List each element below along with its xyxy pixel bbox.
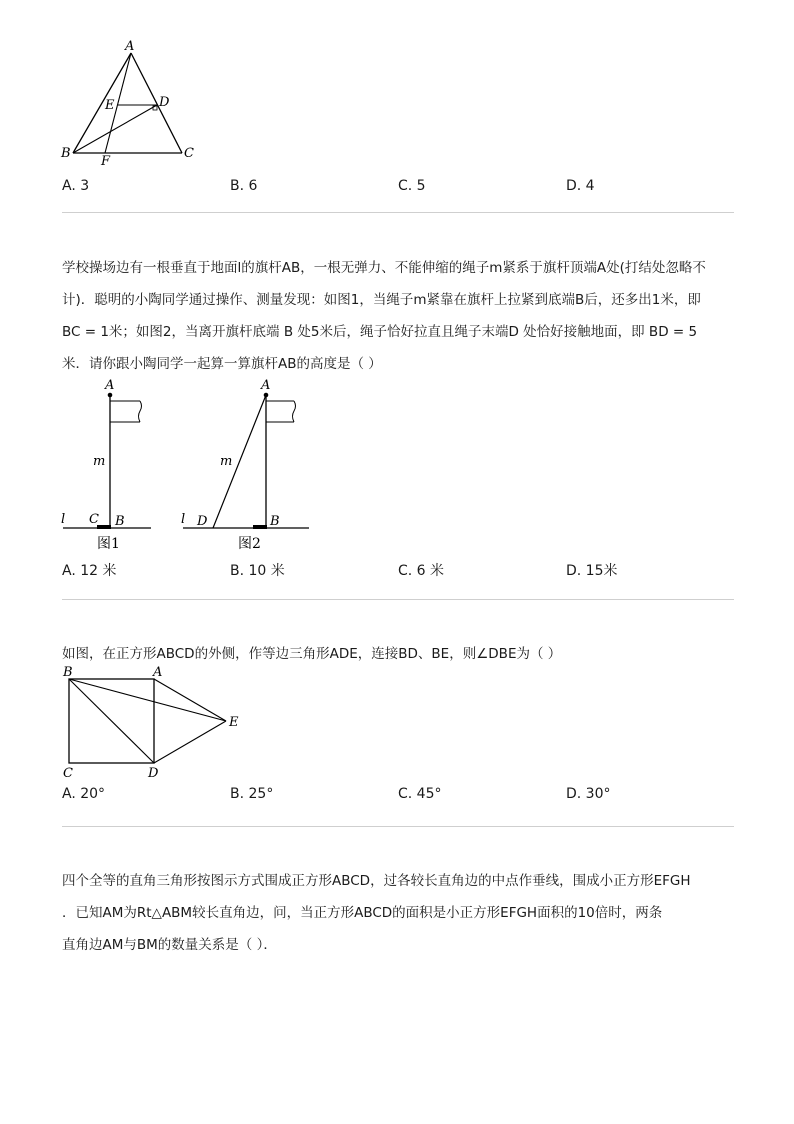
divider-3 [62, 826, 734, 827]
label-b: B [63, 665, 73, 680]
q2-figure-1 [55, 372, 165, 554]
q2-figure-2 [175, 372, 315, 554]
q2-text-line-2: 计)．聪明的小陶同学通过操作、测量发现：如图1，当绳子m紧靠在旗杆上拉紧到底端B后，还多出1米，即 [62, 292, 701, 308]
segment-be [69, 679, 226, 721]
label-a: A [153, 665, 163, 680]
label-f: F [101, 154, 111, 168]
label-a: A [261, 378, 271, 393]
flag-wave [293, 401, 296, 422]
label-m: m [220, 454, 233, 469]
q3-option-d[interactable]: D. 30° [566, 786, 611, 802]
label-l: l [61, 512, 66, 527]
q2-option-a[interactable]: A. 12 米 [62, 563, 117, 579]
segment-bd [73, 105, 157, 153]
label-b: B [61, 146, 71, 161]
q2-option-b[interactable]: B. 10 米 [230, 563, 285, 579]
label-m: m [93, 454, 106, 469]
label-c: C [63, 766, 73, 781]
pole-top-dot [108, 393, 113, 398]
caption-fig1: 图1 [97, 536, 120, 552]
q1-option-a[interactable]: A. 3 [62, 178, 90, 194]
segment-bd [69, 679, 154, 763]
q3-option-b[interactable]: B. 25° [230, 786, 274, 802]
label-d: D [148, 766, 159, 781]
q1-option-d[interactable]: D. 4 [566, 178, 595, 194]
q2-text-line-3: BC = 1米；如图2，当离开旗杆底端 B 处5米后，绳子恰好拉直且绳子末端D 处恰好接触地面，即 BD = 5 [62, 324, 698, 340]
label-e: E [105, 98, 115, 113]
label-b: B [270, 514, 280, 529]
caption-fig2: 图2 [238, 536, 261, 552]
q1-triangle-figure [55, 36, 205, 168]
q3-square-figure [55, 664, 255, 784]
q4-text-line-3: 直角边AM与BM的数量关系是（ ）． [62, 937, 277, 953]
label-c: C [89, 512, 99, 527]
pole-base [253, 525, 267, 529]
q2-option-c[interactable]: C. 6 米 [398, 563, 445, 579]
segment-de [154, 721, 226, 763]
q3-option-a[interactable]: A. 20° [62, 786, 106, 802]
divider-2 [62, 599, 734, 600]
edge-ac [131, 53, 182, 153]
flag-wave [139, 401, 142, 422]
q2-text-line-1: 学校操场边有一根垂直于地面l的旗杆AB，一根无弹力、不能伸缩的绳子m紧系于旗杆顶端A处(打结处忽略不 [62, 260, 706, 276]
q4-text-line-1: 四个全等的直角三角形按图示方式围成正方形ABCD，过各较长直角边的中点作垂线，围成小正方形EFGH [62, 873, 691, 889]
segment-ae [154, 679, 226, 721]
q2-option-d[interactable]: D. 15米 [566, 563, 618, 579]
q2-text-line-4: 米．请你跟小陶同学一起算一算旗杆AB的高度是（ ） [62, 356, 382, 372]
q4-text-line-2: ．已知AM为Rt△ABM较长直角边，问，当正方形ABCD的面积是小正方形EFGH面积的10倍时，两条 [62, 905, 663, 921]
q1-option-b[interactable]: B. 6 [230, 178, 258, 194]
label-l: l [181, 512, 186, 527]
label-e: E [229, 715, 239, 730]
label-c: C [184, 146, 194, 161]
label-d: D [197, 514, 208, 529]
label-a: A [105, 378, 115, 393]
divider-1 [62, 212, 734, 213]
rope-excess [97, 525, 111, 529]
q3-option-c[interactable]: C. 45° [398, 786, 442, 802]
edge-ab [73, 53, 131, 153]
label-a: A [125, 39, 135, 54]
q3-text: 如图，在正方形ABCD的外侧，作等边三角形ADE，连接BD、BE，则∠DBE为（ ） [62, 646, 562, 662]
label-d: D [159, 95, 170, 110]
q1-option-c[interactable]: C. 5 [398, 178, 426, 194]
label-b: B [115, 514, 125, 529]
